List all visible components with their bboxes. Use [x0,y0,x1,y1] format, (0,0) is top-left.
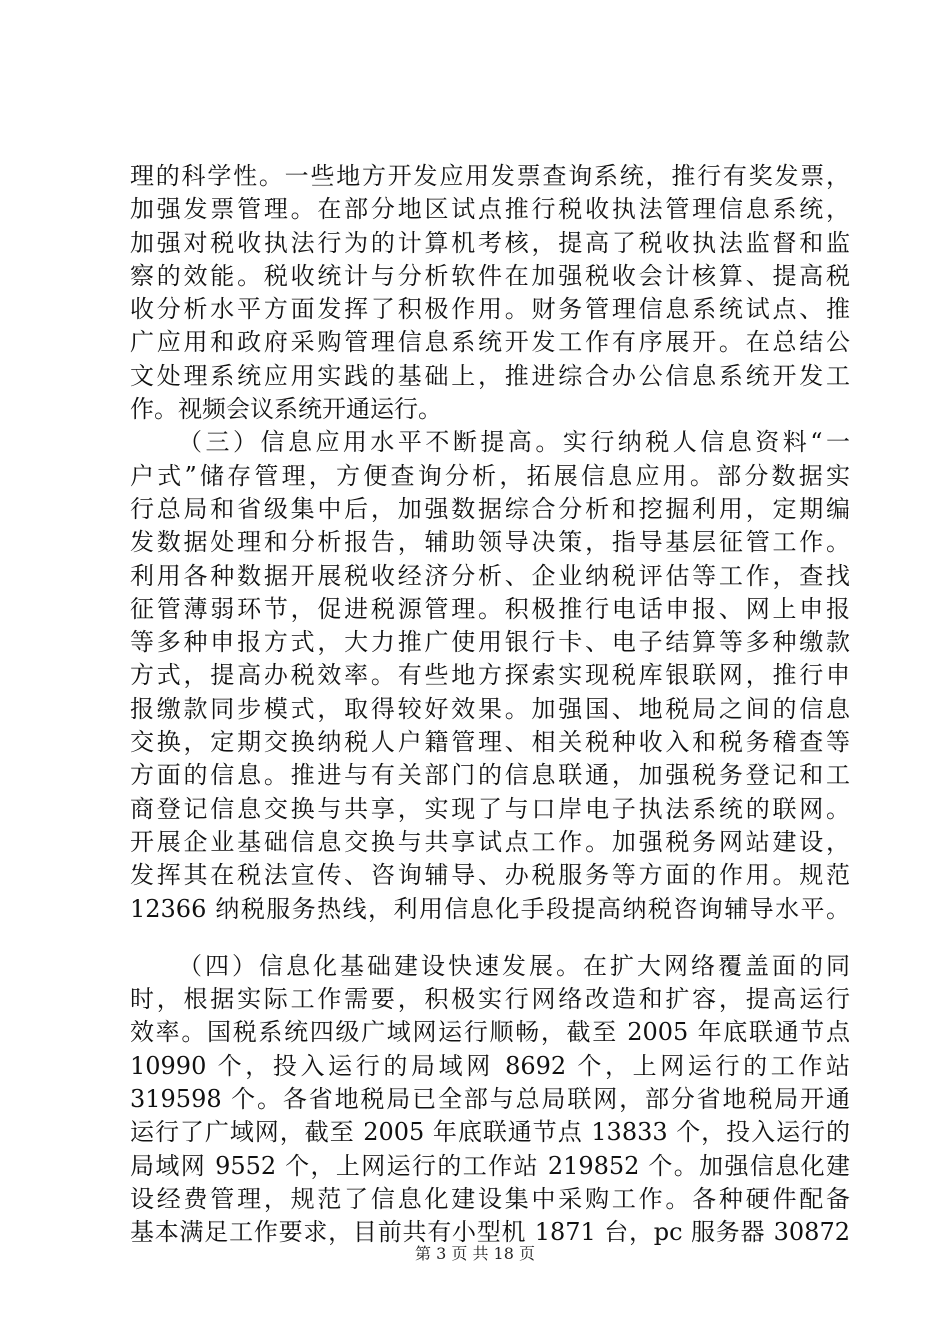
text-line: 10990 个，投入运行的局域网 8692 个，上网运行的工作站 [130,1051,850,1080]
page-footer: 第 3 页 共 18 页 [415,1244,535,1263]
paragraph-3 [130,950,850,1250]
text-line: 等多种申报方式，大力推广使用银行卡、电子结算等多种缴款 [130,628,850,657]
text-line: 发挥其在税法宣传、咨询辅导、办税服务等方面的作用。规范 [130,861,850,890]
text-line: 设经费管理，规范了信息化建设集中采购工作。各种硬件配备 [130,1184,850,1213]
text-line: 报缴款同步模式，取得较好效果。加强国、地税局之间的信息 [130,694,850,723]
text-line: 商登记信息交换与共享，实现了与口岸电子执法系统的联网。 [130,794,850,823]
text-line: 加强对税收执法行为的计算机考核，提高了税收执法监督和监 [130,228,850,257]
text-line: 基本满足工作要求，目前共有小型机 1871 台，pc 服务器 30872 [130,1218,850,1247]
text-line: （四）信息化基础建设快速发展。在扩大网络覆盖面的同 [178,951,850,980]
text-line: 交换，定期交换纳税人户籍管理、相关税种收入和税务稽查等 [130,728,850,757]
document-body [130,160,850,1250]
paragraph-2 [130,426,850,925]
text-line: 文处理系统应用实践的基础上，推进综合办公信息系统开发工 [130,361,850,390]
text-line: 征管薄弱环节，促进税源管理。积极推行电话申报、网上申报 [130,594,850,623]
text-line: 开展企业基础信息交换与共享试点工作。加强税务网站建设， [130,827,850,856]
text-line: 方面的信息。推进与有关部门的信息联通，加强税务登记和工 [130,761,850,790]
text-line: 收分析水平方面发挥了积极作用。财务管理信息系统试点、推 [130,295,850,324]
text-line: 时，根据实际工作需要，积极实行网络改造和扩容，提高运行 [130,985,850,1014]
text-line: 户式”储存管理，方便查询分析，拓展信息应用。部分数据实 [130,461,850,490]
text-line: 局域网 9552 个，上网运行的工作站 219852 个。加强信息化建 [130,1151,850,1180]
text-line: 12366 纳税服务热线，利用信息化手段提高纳税咨询辅导水平。 [130,894,850,923]
text-line: 理的科学性。一些地方开发应用发票查询系统，推行有奖发票， [130,162,850,190]
text-line: 利用各种数据开展税收经济分析、企业纳税评估等工作，查找 [130,561,850,590]
text-line: （三）信息应用水平不断提高。实行纳税人信息资料“一 [178,428,850,457]
text-line: 加强发票管理。在部分地区试点推行税收执法管理信息系统， [130,195,850,224]
text-line: 发数据处理和分析报告，辅助领导决策，指导基层征管工作。 [130,528,850,557]
paragraph-gap [130,926,850,950]
paragraph-1 [130,160,850,426]
text-line: 运行了广域网，截至 2005 年底联通节点 13833 个，投入运行的 [130,1118,850,1147]
text-line: 作。视频会议系统开通运行。 [130,395,442,424]
text-line: 行总局和省级集中后，加强数据综合分析和挖掘利用，定期编 [130,494,850,523]
text-line: 方式，提高办税效率。有些地方探索实现税库银联网，推行申 [130,661,850,690]
text-line: 效率。国税系统四级广域网运行顺畅，截至 2005 年底联通节点 [130,1018,850,1047]
text-line: 察的效能。税收统计与分析软件在加强税收会计核算、提高税 [130,261,850,290]
text-line: 319598 个。各省地税局已全部与总局联网，部分省地税局开通 [130,1085,850,1114]
text-line: 广应用和政府采购管理信息系统开发工作有序展开。在总结公 [130,328,850,357]
